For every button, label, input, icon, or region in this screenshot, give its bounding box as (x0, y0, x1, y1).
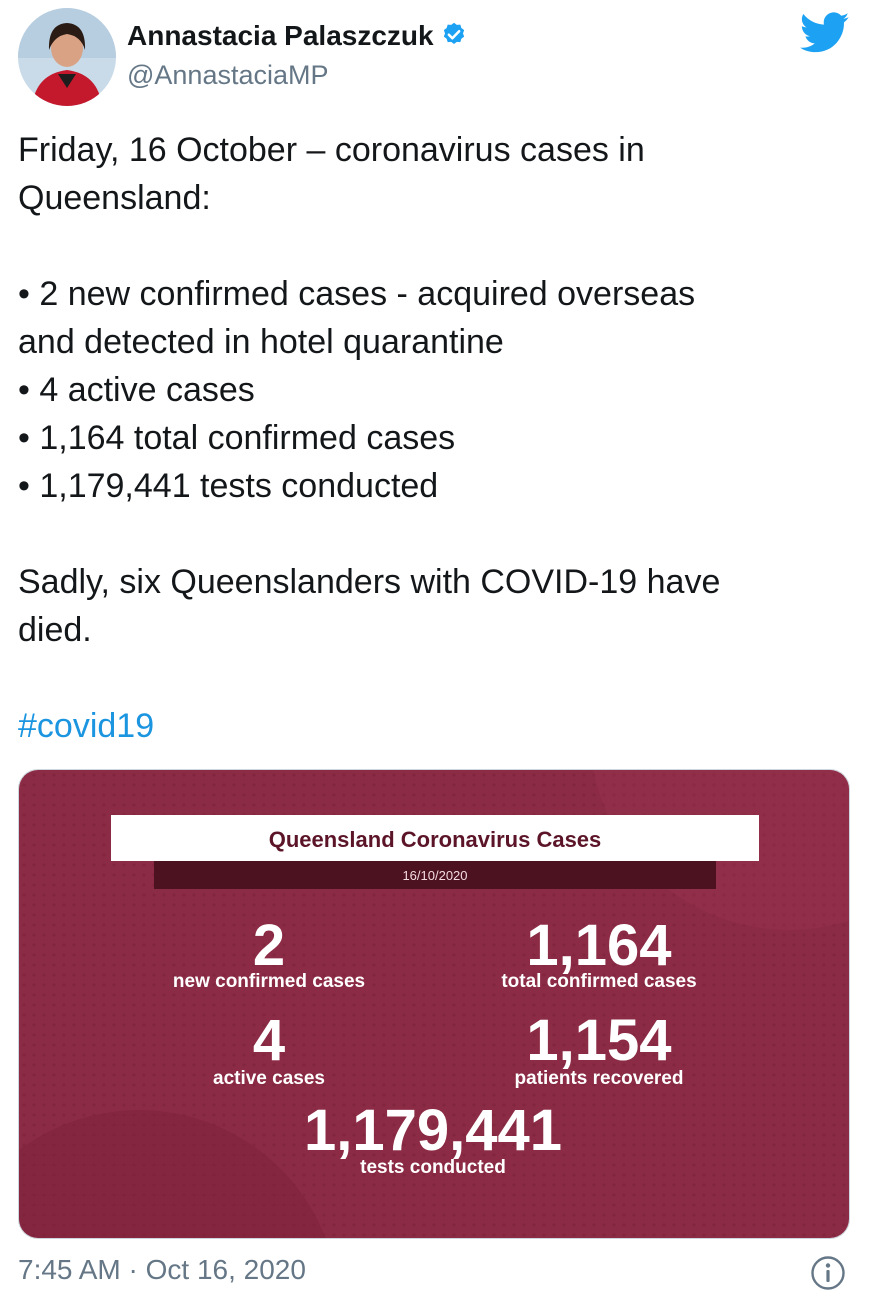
stat-value: 1,179,441 (303, 1098, 563, 1163)
avatar[interactable] (18, 8, 116, 106)
stat-label: patients recovered (514, 1068, 684, 1089)
tweet-text-line: died. (18, 611, 92, 649)
tweet-text-line: • 1,179,441 tests conducted (18, 467, 439, 505)
stat-value: 1,164 (526, 913, 672, 978)
twitter-bird-icon[interactable] (800, 12, 850, 59)
stat-label: total confirmed cases (501, 971, 697, 992)
tweet-timestamp[interactable]: 7:45 AM · Oct 16, 2020 (18, 1254, 306, 1285)
tweet-text-line: • 4 active cases (18, 371, 255, 409)
stat-label: active cases (213, 1068, 325, 1089)
tweet-text-line: Friday, 16 October – coronavirus cases in (18, 131, 645, 169)
tweet-text-line: Sadly, six Queenslanders with COVID-19 have (18, 563, 721, 601)
stat-value: 1,154 (526, 1008, 672, 1073)
tweet-text-line (18, 222, 854, 270)
tweet-text-line: • 2 new confirmed cases - acquired overseas (18, 275, 696, 313)
stat-label: new confirmed cases (172, 971, 366, 992)
tweet-text (18, 126, 854, 750)
display-name-text[interactable]: Annastacia Palaszczuk (127, 20, 434, 51)
stat-label: tests conducted (360, 1157, 506, 1178)
info-icon[interactable] (810, 1255, 846, 1296)
media-title: Queensland Coronavirus Cases (268, 827, 602, 852)
display-name[interactable] (127, 20, 468, 56)
stat-value: 4 (252, 1008, 286, 1073)
verified-badge-icon (440, 21, 468, 56)
media-date: 16/10/2020 (402, 868, 468, 883)
tweet-text-line (18, 654, 854, 702)
tweet-text-line: Queensland: (18, 179, 211, 217)
tweet-header (0, 0, 872, 110)
user-handle[interactable]: @AnnastaciaMP (127, 60, 329, 90)
tweet-text-line: • 1,164 total confirmed cases (18, 419, 456, 457)
tweet-text-line: and detected in hotel quarantine (18, 323, 504, 361)
tweet-text-line (18, 510, 854, 558)
hashtag-link[interactable]: #covid19 (18, 707, 155, 745)
stat-value: 2 (252, 913, 286, 978)
tweet-media-image[interactable] (18, 769, 850, 1239)
